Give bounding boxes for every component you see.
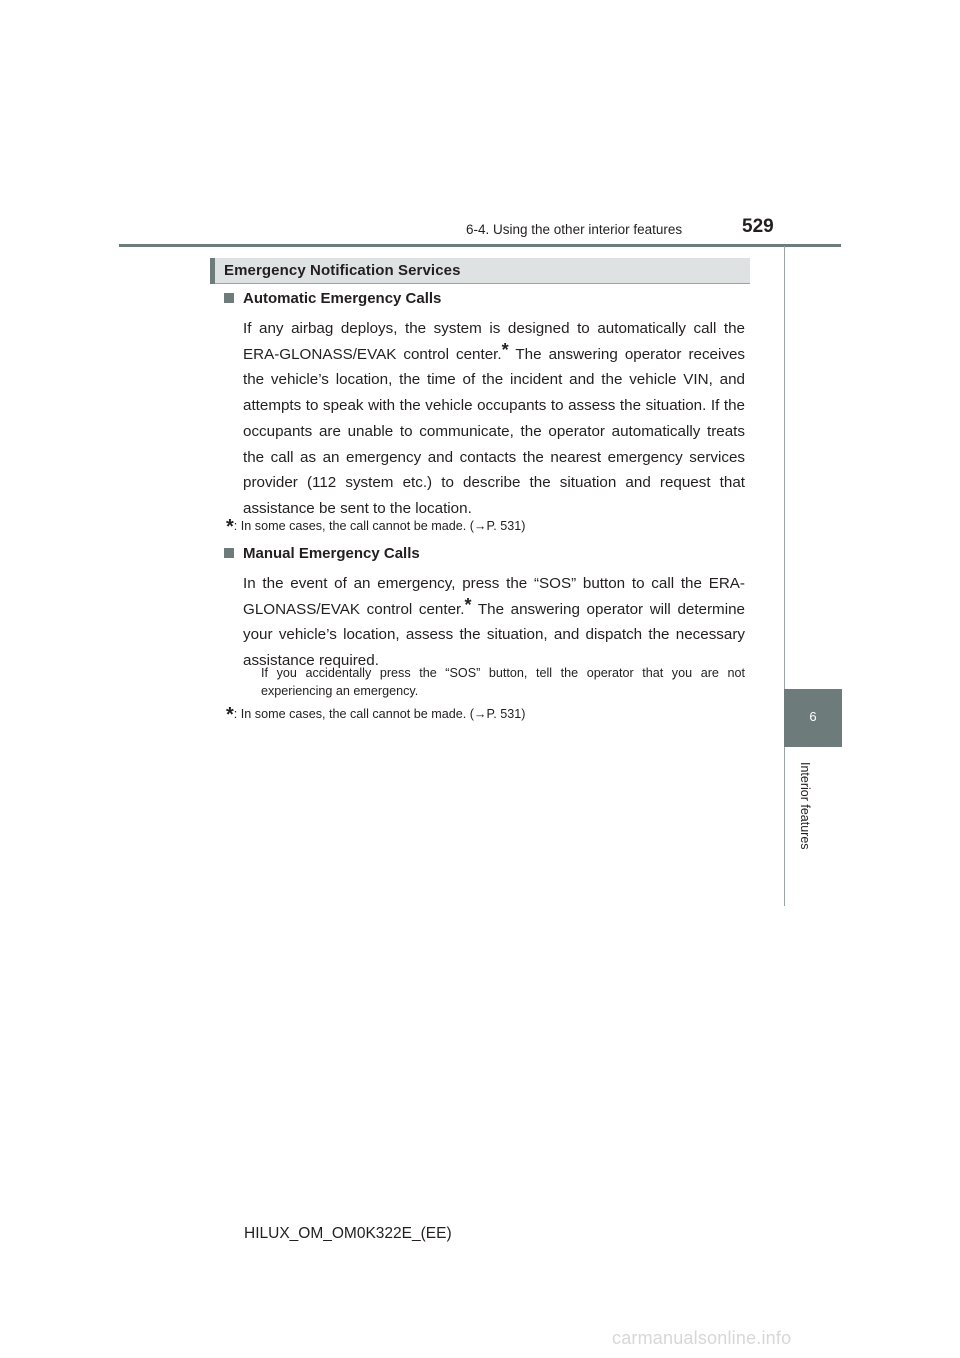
chapter-label: Interior features: [798, 762, 812, 850]
running-header: 6-4. Using the other interior features: [466, 222, 683, 237]
item-title-manual: Manual Emergency Calls: [224, 545, 420, 562]
heading-accent-bar: [210, 258, 215, 284]
page-number: 529: [742, 216, 774, 237]
header-rule: [119, 244, 841, 247]
footnote-automatic: *: In some cases, the call cannot be made. (→P. 531): [226, 516, 526, 538]
footnote-star-icon: *: [464, 594, 472, 615]
item-title-automatic: Automatic Emergency Calls: [224, 290, 441, 307]
footnote-star-icon: *: [501, 339, 509, 360]
square-bullet-icon: [224, 293, 234, 303]
note-manual: If you accidentally press the “SOS” button, tell the operator that you are not experiencing an emergency.: [261, 666, 745, 698]
square-bullet-icon: [224, 548, 234, 558]
item-body-manual: In the event of an emergency, press the “SOS” button to call the ERA-GLONASS/EVAK control center.* The answering operator will determine your vehicle’s location, assess the situation, and dispatch the necessary assistance required.: [243, 575, 745, 670]
section-heading: [210, 258, 750, 284]
footnote-manual: *: In some cases, the call cannot be made. (→P. 531): [226, 704, 526, 726]
item-body-automatic: If any airbag deploys, the system is designed to automatically call the ERA-GLONASS/EVAK control center.* The answering operator receives the vehicle’s location, the time of the incident and the vehicle VIN, and attempts to speak with the vehicle occupants to assess the situation. If the occupants are unable to communicate, the operator automatically treats the call as an emergency and contacts the nearest emergency services provider (112 system etc.) to describe the situation and request that assistance be sent to the location.: [243, 320, 746, 517]
chapter-tab: [784, 689, 842, 747]
chapter-number: 6: [809, 709, 817, 724]
section-heading-text: Emergency Notification Services: [224, 262, 461, 279]
footnote-star-icon: *: [226, 516, 234, 538]
side-divider: [784, 246, 785, 906]
footnote-star-icon: *: [226, 704, 234, 726]
watermark: carmanualsonline.info: [612, 1328, 792, 1348]
document-code: HILUX_OM_OM0K322E_(EE): [244, 1225, 452, 1242]
